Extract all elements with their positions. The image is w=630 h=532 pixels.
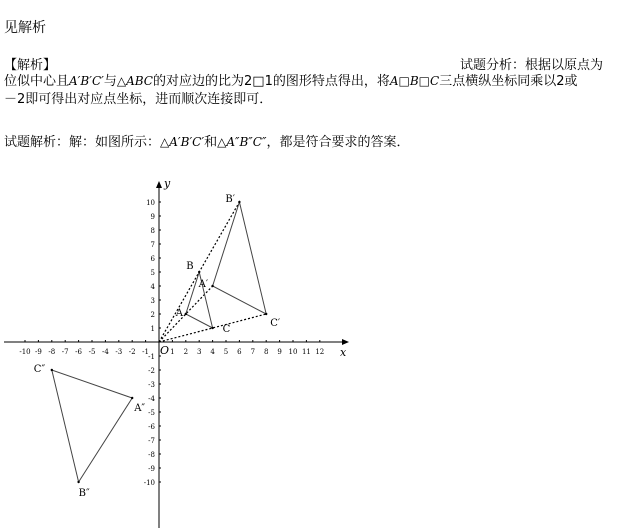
x-tick-label: -10 — [19, 348, 31, 356]
y-tick-label: 3 — [150, 297, 155, 305]
analysis-line-2 — [4, 74, 577, 89]
origin-label: O — [160, 344, 170, 357]
vertex-point — [185, 313, 187, 315]
x-tick-label: -5 — [88, 348, 96, 356]
triangle-a-prime — [213, 202, 267, 314]
vertex-label: A″ — [134, 403, 146, 414]
y-tick-label: -9 — [148, 465, 155, 473]
vertex-label: B″ — [78, 488, 90, 499]
triangle-abc-name: △ABC — [116, 74, 153, 88]
text-segment: ，都是符合要求的答案． — [266, 135, 410, 150]
y-tick-label: -10 — [143, 479, 155, 487]
x-axis-label: x — [340, 346, 347, 359]
triangle-prime-full: △A′B′C′ — [160, 135, 205, 149]
x-tick-label: 10 — [288, 348, 298, 356]
y-axis-arrow — [156, 181, 162, 188]
y-tick-label: 8 — [150, 227, 155, 235]
vertex-label: C′ — [270, 318, 281, 329]
x-tick-label: 2 — [183, 348, 189, 356]
y-tick-label: -1 — [148, 353, 155, 361]
x-tick-label: 6 — [237, 348, 242, 356]
solution-line — [4, 135, 409, 150]
text-segment: 试题解析：解：如图所示： — [4, 135, 161, 150]
x-tick-label: 1 — [170, 348, 175, 356]
y-tick-label: -4 — [148, 395, 155, 403]
vertex-point — [211, 327, 213, 329]
x-tick-label: 8 — [263, 348, 269, 356]
x-tick-label: 11 — [301, 348, 311, 356]
y-tick-label: 10 — [146, 199, 155, 207]
x-tick-label: 5 — [223, 348, 229, 356]
y-tick-label: 7 — [150, 241, 155, 249]
vertex-label: B′ — [225, 194, 236, 205]
triangle-a-double-prime — [52, 370, 132, 482]
x-tick-label: 9 — [277, 348, 282, 356]
y-tick-label: 9 — [150, 213, 155, 221]
vertex-label: B — [186, 261, 194, 272]
x-tick-label: -4 — [101, 348, 109, 356]
y-tick-label: 1 — [150, 325, 155, 333]
text-segment: 位似中心且 — [4, 74, 70, 89]
triangle-dprime-full: △A″B″C″ — [217, 135, 267, 149]
vertex-point — [198, 271, 200, 273]
analysis-lead: 试题分析：根据以原点为 — [460, 58, 604, 73]
vertex-point — [211, 285, 213, 287]
x-tick-label: 3 — [196, 348, 202, 356]
y-axis-label: y — [164, 177, 171, 190]
y-tick-label: -7 — [148, 437, 155, 445]
x-tick-label: -3 — [115, 348, 123, 356]
vertex-label: A′ — [198, 279, 209, 290]
points-abc: A□B□C — [389, 74, 440, 88]
vertex-point — [265, 313, 267, 315]
y-tick-label: -8 — [148, 451, 155, 459]
x-tick-label: -7 — [61, 348, 69, 356]
vertex-label: C — [222, 324, 231, 335]
text-segment: 三点横纵坐标同乘以2或 — [439, 74, 578, 89]
text-segment: 与 — [103, 74, 117, 89]
y-tick-label: -6 — [148, 423, 155, 431]
y-tick-label: 4 — [150, 283, 155, 291]
x-tick-label: -2 — [128, 348, 136, 356]
analysis-tag: 【解析】 — [4, 58, 57, 73]
vertex-point — [77, 481, 79, 483]
answer-heading: 见解析 — [4, 20, 46, 36]
x-tick-label: -9 — [34, 348, 42, 356]
x-tick-label: -6 — [75, 348, 83, 356]
x-tick-label: 7 — [250, 348, 256, 356]
y-tick-label: -2 — [148, 367, 155, 375]
missing-glyph-box: □ — [252, 74, 265, 89]
vertex-label: A — [175, 308, 184, 319]
vertex-label: C″ — [33, 364, 46, 375]
y-tick-label: 2 — [150, 311, 155, 319]
y-tick-label: -3 — [148, 381, 155, 389]
y-tick-label: -5 — [148, 409, 155, 417]
text-segment: 1的图形特点得出，将 — [264, 74, 390, 89]
text-segment: 和 — [204, 135, 218, 150]
x-tick-label: -1 — [142, 348, 150, 356]
analysis-line-3: －2即可得出对应点坐标，进而顺次连接即可． — [4, 92, 273, 107]
x-tick-label: 12 — [315, 348, 325, 356]
x-tick-label: -8 — [48, 348, 56, 356]
y-tick-label: 5 — [150, 269, 155, 277]
vertex-point — [131, 397, 133, 399]
x-tick-label: 4 — [210, 348, 215, 356]
y-tick-label: 6 — [150, 255, 155, 263]
vertex-point — [51, 369, 53, 371]
text-segment: 的对应边的比为2 — [153, 74, 253, 89]
vertex-point — [238, 201, 240, 203]
triangle-prime-name: A′B′C′ — [69, 74, 104, 88]
coordinate-figure — [0, 170, 360, 532]
x-axis-arrow — [342, 339, 349, 345]
